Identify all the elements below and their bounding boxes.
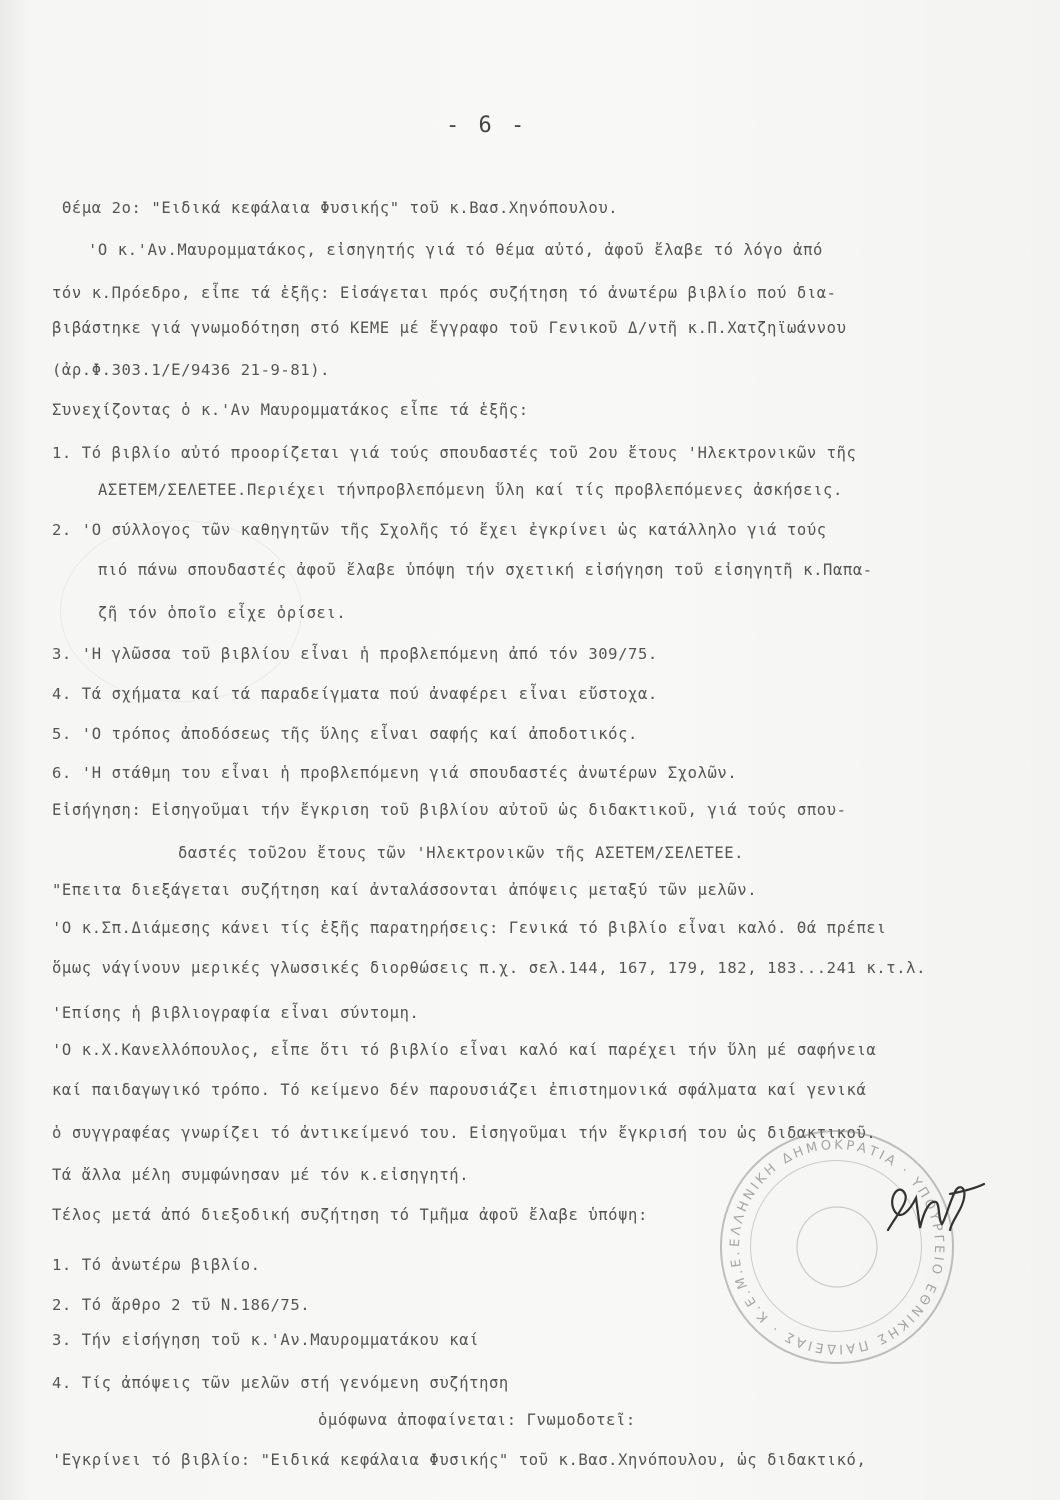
list-item: 6. 'Η στάθμη του εἶναι ἡ προβλεπόμενη γιά σπουδαστές ἀνωτέρων Σχολῶν. (52, 764, 738, 782)
handwritten-signature (880, 1180, 990, 1250)
list-item: 3. Τήν εἰσήγηση τοῦ κ.'Αν.Μαυρομματάκου καί (52, 1331, 480, 1349)
page-number: - 6 - (446, 113, 528, 138)
list-item-continued: ΑΣΕΤΕΜ/ΣΕΛΕΤΕΕ.Περιέχει τήνπροβλεπόμενη ὕλη καί τίς προβλεπόμενες ἀσκήσεις. (98, 481, 843, 499)
text-line: βιβάστηκε γιά γνωμοδότηση στό ΚΕΜΕ μέ ἔγγραφο τοῦ Γενικοῦ Δ/ντῆ κ.Π.Χατζηϊωάννου (52, 319, 847, 337)
text-line: 'Εγκρίνει τό βιβλίο: "Ειδικά κεφάλαια Φυσικής" τοῦ κ.Βασ.Χηνόπουλου, ὡς διδακτικό, (52, 1451, 867, 1469)
text-line: 'Επίσης ἡ βιβλιογραφία εἶναι σύντομη. (52, 1004, 420, 1022)
text-line: ὁμόφωνα ἀποφαίνεται: Γνωμοδοτεῖ: (318, 1411, 636, 1429)
text-line: Τέλος μετά ἀπό διεξοδική συζήτηση τό Τμῆμα ἀφοῦ ἔλαβε ὑπόψη: (52, 1206, 648, 1224)
text-line: ὅμως νάγίνουν μερικές γλωσσικές διορθώσεις π.χ. σελ.144, 167, 179, 182, 183...241 κ.τ.λ. (52, 959, 926, 977)
text-line: "Επειτα διεξάγεται συζήτηση καί ἀνταλάσσονται ἀπόψεις μεταξύ τῶν μελῶν. (52, 881, 758, 899)
text-line: καί παιδαγωγικό τρόπο. Τό κείμενο δέν παρουσιάζει ἐπιστημονικά σφάλματα καί γενικά (52, 1081, 867, 1099)
list-item: 5. 'Ο τρόπος ἀποδόσεως τῆς ὕλης εἶναι σαφής καί ἀποδοτικός. (52, 725, 638, 743)
section-title: Θέμα 2ο: "Ειδικά κεφάλαια Φυσικής" τοῦ κ.Βασ.Χηνόπουλου. (62, 199, 619, 217)
text-line: 'Ο κ.'Αν.Μαυρομματάκος, εἰσηγητής γιά τό θέμα αὐτό, ἀφοῦ ἔλαβε τό λόγο ἀπό (88, 241, 823, 259)
list-item: 4. Τά σχήματα καί τά παραδείγματα πού ἀναφέρει εἶναι εὔστοχα. (52, 685, 658, 703)
text-line: τόν κ.Πρόεδρο, εἶπε τά ἑξῆς: Εἰσάγεται πρός συζήτηση τό ἀνωτέρω βιβλίο πού δια- (52, 284, 837, 302)
text-line: ὁ συγγραφέας γνωρίζει τό ἀντικείμενό του. Εἰσηγοῦμαι τήν ἔγκρισή του ὡς διδακτικοῦ. (52, 1124, 877, 1142)
text-line: δαστές τοῦ2ου ἔτους τῶν 'Ηλεκτρονικῶν τῆς ΑΣΕΤΕΜ/ΣΕΛΕΤΕΕ. (178, 844, 745, 862)
text-line: Συνεχίζοντας ὁ κ.'Αν Μαυρομματάκος εἶπε τά ἑξῆς: (52, 401, 529, 419)
list-item: 2. Τό ἄρθρο 2 τῦ Ν.186/75. (52, 1296, 311, 1314)
text-line: 'Ο κ.Χ.Κανελλόπουλος, εἶπε ὅτι τό βιβλίο εἶναι καλό καί παρέχει τήν ὕλη μέ σαφήνεια (52, 1041, 877, 1059)
list-item: 2. 'Ο σύλλογος τῶν καθηγητῶν τῆς Σχολῆς τό ἔχει ἐγκρίνει ὡς κατάλληλο γιά τούς (52, 521, 827, 539)
text-line: 'Ο κ.Σπ.Διάμεσης κάνει τίς ἑξῆς παρατηρήσεις: Γενικά τό βιβλίο εἶναι καλό. Θά πρέπει (52, 919, 887, 937)
text-line: Τά ἄλλα μέλη συμφώνησαν μέ τόν κ.εἰσηγητή. (52, 1166, 470, 1184)
list-item-continued: ζῆ τόν ὁποῖο εἶχε ὁρίσει. (98, 604, 347, 622)
list-item-continued: πιό πάνω σπουδαστές ἀφοῦ ἔλαβε ὑπόψη τήν σχετική εἰσήγηση τοῦ εἰσηγητῆ κ.Παπα- (98, 561, 873, 579)
list-item: 1. Τό βιβλίο αὐτό προορίζεται γιά τούς σπουδαστές τοῦ 2ου ἔτους 'Ηλεκτρονικῶν τῆς (52, 444, 857, 462)
list-item: 4. Τίς ἀπόψεις τῶν μελῶν στή γενόμενη συζήτηση (52, 1374, 509, 1392)
list-item: 1. Τό ἀνωτέρω βιβλίο. (52, 1256, 261, 1274)
text-line: Εἰσήγηση: Εἰσηγοῦμαι τήν ἔγκριση τοῦ βιβλίου αὐτοῦ ὡς διδακτικοῦ, γιά τούς σπου- (52, 801, 847, 819)
text-line: (ἀρ.Φ.303.1/Ε/9436 21-9-81). (52, 361, 331, 379)
svg-text:ΕΛΛΗΝΙΚΗ ΔΗΜΟΚΡΑΤΙΑ · ΥΠΟΥΡΓΕΙ: ΕΛΛΗΝΙΚΗ ΔΗΜΟΚΡΑΤΙΑ · ΥΠΟΥΡΓΕΙΟ ΕΘΝΙΚΗΣ ΠΑΙΔΕΙΑΣ · Κ.Ε.Μ.Ε. (727, 1137, 947, 1357)
list-item: 3. 'Η γλῶσσα τοῦ βιβλίου εἶναι ἡ προβλεπόμενη ἀπό τόν 309/75. (52, 645, 658, 663)
